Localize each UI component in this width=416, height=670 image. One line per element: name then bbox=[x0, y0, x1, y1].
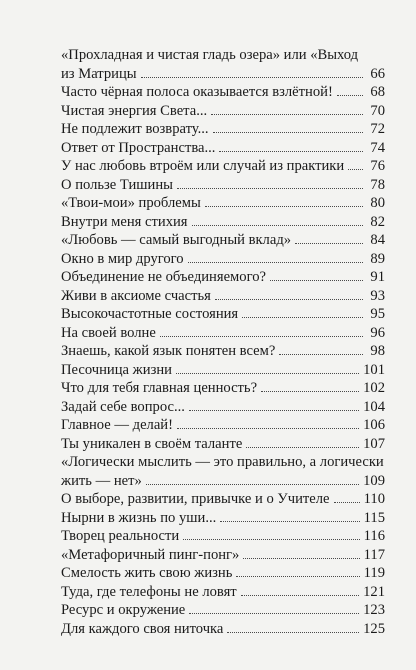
dot-leader bbox=[279, 353, 363, 355]
toc-page-number: 125 bbox=[363, 620, 385, 637]
dot-leader bbox=[270, 279, 363, 281]
toc-page-number: 70 bbox=[370, 102, 385, 119]
dot-leader bbox=[219, 150, 363, 152]
toc-page-number: 96 bbox=[370, 324, 385, 341]
toc-entry bbox=[61, 120, 385, 139]
toc-entry-row bbox=[61, 268, 385, 287]
toc-entry-row bbox=[61, 83, 385, 102]
toc-entry-row bbox=[61, 583, 385, 602]
toc-page-number: 104 bbox=[363, 398, 385, 415]
dot-leader bbox=[146, 483, 359, 485]
toc-page-number: 121 bbox=[363, 583, 385, 600]
toc-entry bbox=[61, 176, 385, 195]
toc-entry bbox=[61, 546, 385, 565]
toc-page-number: 98 bbox=[370, 343, 385, 359]
dot-leader bbox=[141, 76, 363, 78]
toc-entry bbox=[61, 620, 385, 639]
toc-entry-title-line: «Логически мыслить — это правильно, а логически bbox=[61, 454, 384, 470]
toc-entry-title: «Метафоричный пинг-понг» bbox=[61, 546, 240, 563]
toc-page-number: 74 bbox=[370, 139, 385, 156]
toc-entry-title: Чистая энергия Света... bbox=[61, 102, 208, 119]
toc-entry bbox=[61, 379, 385, 398]
toc-entry bbox=[61, 435, 385, 454]
toc-entry-title: О выборе, развитии, привычке и о Учителе bbox=[61, 491, 330, 507]
toc-entry-title: Живи в аксиоме счастья bbox=[61, 287, 211, 304]
toc-page-number: 66 bbox=[370, 65, 385, 82]
dot-leader bbox=[334, 501, 360, 503]
toc-entry bbox=[61, 102, 385, 121]
toc-page-number: 68 bbox=[370, 84, 385, 100]
toc-entry bbox=[61, 509, 385, 528]
dot-leader bbox=[220, 520, 359, 522]
toc-entry-title: Задай себе вопрос... bbox=[61, 398, 185, 415]
toc-entry bbox=[61, 139, 385, 158]
dot-leader bbox=[177, 427, 359, 429]
toc-entry-row bbox=[61, 139, 385, 158]
dot-leader bbox=[243, 557, 359, 559]
dot-leader bbox=[189, 409, 359, 411]
toc-entry bbox=[61, 564, 385, 583]
toc-entry bbox=[61, 83, 385, 102]
toc-page-number: 91 bbox=[370, 269, 385, 285]
table-of-contents bbox=[61, 46, 385, 638]
dot-leader bbox=[205, 205, 363, 207]
toc-entry-row bbox=[61, 435, 385, 454]
toc-entry-title: «Любовь — самый выгодный вклад» bbox=[61, 232, 292, 248]
dot-leader bbox=[211, 113, 363, 115]
toc-entry-title: У нас любовь втроём или случай из практики bbox=[61, 158, 345, 174]
dot-leader bbox=[183, 538, 360, 540]
dot-leader bbox=[236, 575, 359, 577]
toc-entry-row bbox=[61, 564, 385, 583]
dot-leader bbox=[215, 298, 363, 300]
toc-entry-title: Знаешь, какой язык понятен всем? bbox=[61, 343, 276, 359]
toc-entry-title: Внутри меня стихия bbox=[61, 213, 188, 230]
dot-leader bbox=[213, 131, 363, 133]
toc-entry-row bbox=[61, 398, 385, 417]
toc-entry-row bbox=[61, 176, 385, 195]
toc-entry bbox=[61, 213, 385, 232]
toc-entry bbox=[61, 157, 385, 176]
toc-entry-title: Часто чёрная полоса оказывается взлётной! bbox=[61, 84, 333, 100]
toc-entry-row bbox=[61, 342, 385, 361]
toc-entry bbox=[61, 583, 385, 602]
dot-leader bbox=[295, 242, 363, 244]
toc-page-number: 76 bbox=[370, 158, 385, 174]
toc-entry-row bbox=[61, 120, 385, 139]
toc-entry-row bbox=[61, 157, 385, 176]
toc-entry-title: Объединение не объединяемого? bbox=[61, 269, 266, 285]
toc-entry-title: из Матрицы bbox=[61, 65, 137, 82]
toc-entry-row bbox=[61, 472, 385, 491]
toc-entry bbox=[61, 250, 385, 269]
toc-page-number: 117 bbox=[363, 546, 385, 563]
toc-page-number: 95 bbox=[370, 306, 385, 322]
toc-entry bbox=[61, 305, 385, 324]
toc-entry-title: Для каждого своя ниточка bbox=[61, 620, 224, 637]
toc-entry-row bbox=[61, 490, 385, 509]
toc-entry bbox=[61, 416, 385, 435]
toc-entry-row bbox=[61, 324, 385, 343]
toc-entry-title-line: «Прохладная и чистая гладь озера» или «Выход bbox=[61, 47, 359, 63]
toc-page-number: 101 bbox=[363, 361, 385, 378]
toc-entry-row bbox=[61, 379, 385, 398]
toc-entry bbox=[61, 398, 385, 417]
dot-leader bbox=[337, 94, 363, 96]
toc-entry-row bbox=[61, 102, 385, 121]
toc-entry-title: Ответ от Пространства... bbox=[61, 139, 216, 156]
dot-leader bbox=[192, 224, 363, 226]
toc-entry bbox=[61, 490, 385, 509]
toc-page-number: 123 bbox=[363, 602, 385, 618]
toc-entry-row bbox=[61, 361, 385, 380]
toc-entry-title: Окно в мир другого bbox=[61, 250, 184, 267]
toc-page-number: 107 bbox=[363, 435, 385, 452]
toc-page-number: 72 bbox=[370, 121, 385, 137]
toc-entry-row bbox=[61, 287, 385, 306]
toc-entry-row bbox=[61, 527, 385, 546]
toc-entry-title: Смелость жить свою жизнь bbox=[61, 565, 233, 581]
toc-page-number: 116 bbox=[363, 528, 385, 544]
dot-leader bbox=[246, 446, 359, 448]
toc-entry-title: О пользе Тишины bbox=[61, 176, 173, 193]
toc-page-number: 110 bbox=[363, 491, 385, 507]
toc-entry bbox=[61, 453, 385, 490]
toc-page-number: 102 bbox=[363, 380, 385, 396]
toc-entry-title: жить — нет» bbox=[61, 472, 142, 489]
toc-page-number: 106 bbox=[363, 417, 385, 433]
toc-entry-title: Что для тебя главная ценность? bbox=[61, 380, 258, 396]
toc-page-number: 84 bbox=[370, 232, 385, 248]
toc-entry-row bbox=[61, 305, 385, 324]
toc-entry-row bbox=[61, 509, 385, 528]
toc-entry-row bbox=[61, 213, 385, 232]
toc-entry bbox=[61, 46, 385, 83]
toc-entry-title: «Твои-мои» проблемы bbox=[61, 195, 201, 211]
dot-leader bbox=[227, 631, 359, 633]
toc-entry bbox=[61, 527, 385, 546]
toc-entry bbox=[61, 287, 385, 306]
toc-entry-row bbox=[61, 250, 385, 269]
toc-entry-row bbox=[61, 546, 385, 565]
toc-entry-row bbox=[61, 194, 385, 213]
toc-page-number: 109 bbox=[363, 472, 385, 489]
toc-entry-title: Творец реальности bbox=[61, 528, 180, 544]
dot-leader bbox=[188, 261, 363, 263]
dot-leader bbox=[241, 594, 359, 596]
toc-page-number: 93 bbox=[370, 287, 385, 304]
toc-entry-title: Высокочастотные состояния bbox=[61, 306, 239, 322]
toc-entry bbox=[61, 194, 385, 213]
toc-entry-title: Главное — делай! bbox=[61, 417, 173, 433]
toc-entry bbox=[61, 324, 385, 343]
dot-leader bbox=[176, 372, 359, 374]
toc-entry-title: На своей волне bbox=[61, 324, 156, 341]
toc-entry bbox=[61, 268, 385, 287]
toc-page-number: 78 bbox=[370, 176, 385, 193]
toc-entry-title: Ресурс и окружение bbox=[61, 602, 186, 618]
toc-entry-title: Нырни в жизнь по уши... bbox=[61, 509, 217, 526]
dot-leader bbox=[261, 390, 359, 392]
toc-entry-title: Туда, где телефоны не ловят bbox=[61, 583, 237, 600]
toc-entry bbox=[61, 361, 385, 380]
dot-leader bbox=[177, 187, 363, 189]
toc-entry-title: Не подлежит возврату... bbox=[61, 121, 209, 137]
dot-leader bbox=[348, 168, 363, 170]
toc-page-number: 89 bbox=[370, 250, 385, 267]
toc-entry-row bbox=[61, 65, 385, 84]
toc-entry-row bbox=[61, 231, 385, 250]
toc-entry-title: Песочница жизни bbox=[61, 361, 172, 378]
toc-page-number: 80 bbox=[370, 195, 385, 211]
dot-leader bbox=[242, 316, 363, 318]
dot-leader bbox=[160, 335, 363, 337]
toc-entry-title: Ты уникален в своём таланте bbox=[61, 435, 243, 452]
toc-entry bbox=[61, 231, 385, 250]
toc-entry-row bbox=[61, 620, 385, 639]
toc-entry bbox=[61, 601, 385, 620]
dot-leader bbox=[189, 612, 359, 614]
toc-entry-row bbox=[61, 601, 385, 620]
toc-page-number: 115 bbox=[363, 509, 385, 526]
toc-entry bbox=[61, 342, 385, 361]
toc-page-number: 119 bbox=[363, 565, 385, 581]
toc-page-number: 82 bbox=[370, 213, 385, 230]
toc-entry-row bbox=[61, 416, 385, 435]
